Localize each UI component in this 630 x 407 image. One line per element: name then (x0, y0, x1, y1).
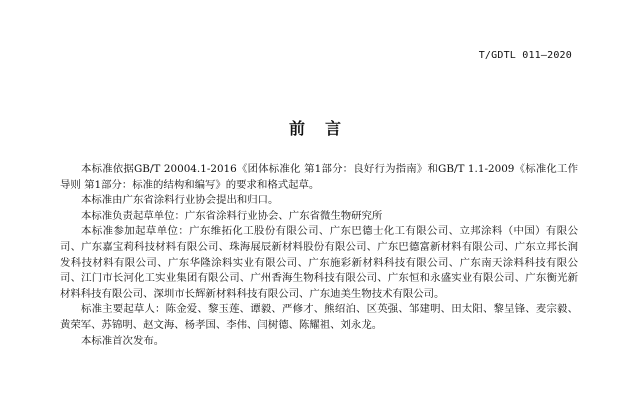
paragraph-basis: 本标准依据GB/T 20004.1-2016《团体标准化 第1部分：良好行为指南》和GB/T 1.1-2009《标准化工作导则 第1部分：标准的结构和编写》的要求和格式起草。 (60, 163, 578, 191)
paragraph-first-release: 本标准首次发布。 (81, 334, 165, 347)
paragraph-proposer: 本标准由广东省涂料行业协会提出和归口。 (81, 194, 279, 207)
document-code: T/GDTL 011—2020 (478, 50, 572, 61)
page-title: 前言 (288, 119, 361, 138)
foreword-body (60, 162, 578, 349)
paragraph-main-drafters: 标准主要起草人：陈金爱、黎玉莲、谭毅、严修才、熊绍泊、区英强、邹建明、田太阳、黎呈锋、麦宗毅、黄荣军、苏锦明、赵文海、杨孝国、李伟、闫树德、陈耀祖、刘永龙。 (60, 303, 578, 331)
paragraph-lead-drafters: 本标准负责起草单位：广东省涂料行业协会、广东省微生物研究所 (81, 209, 383, 222)
paragraph-participating-units: 本标准参加起草单位：广东维拓化工股份有限公司、广东巴德士化工有限公司、立邦涂料（中国）有限公司、广东嘉宝莉科技材料有限公司、珠海展辰新材料股份有限公司、广东巴德富新材料有限公司、广东立邦长润发科技材料有限公司、广东华隆涂料实业有限公司、广东施彩新材料科技有限公司、广东南天涂料科技有限公司、江门市长河化工实业集团有限公司、广州香海生物科技有限公司、广东恒和永盛实业有限公司、广东衡光新材料科技有限公司、深圳市长辉新材料科技有限公司、广东迪美生物技术有限公司。 (60, 225, 578, 300)
